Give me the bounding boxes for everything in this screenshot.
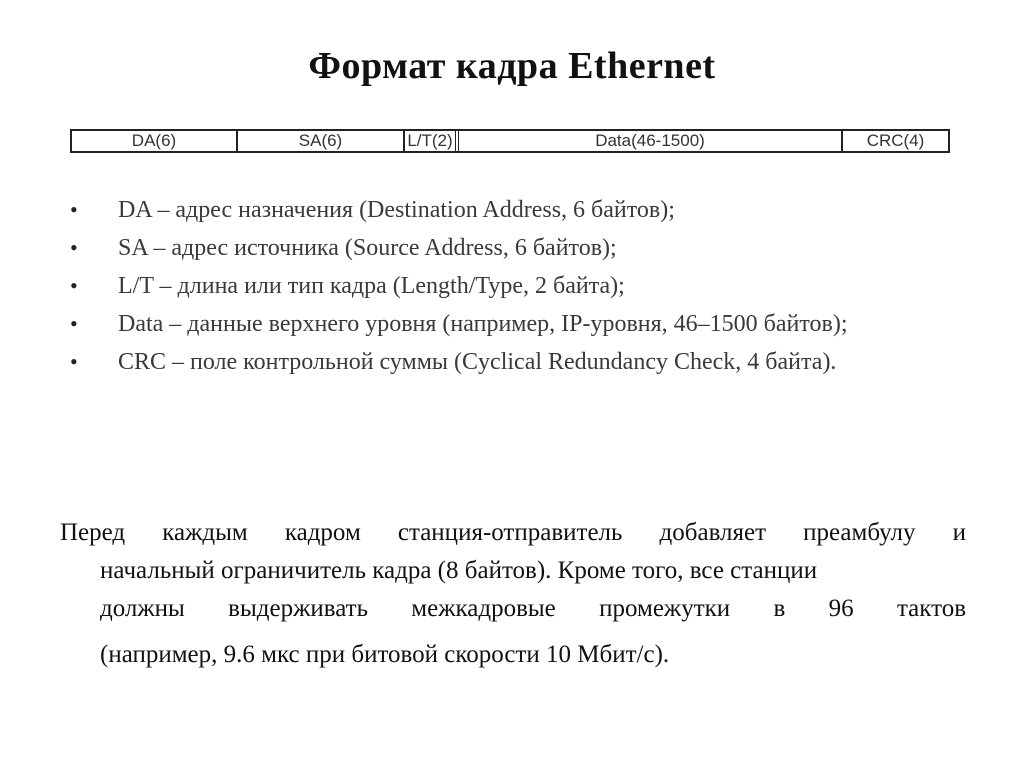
- list-item: [66, 232, 954, 264]
- paragraph-line: начальный ограничитель кадра (8 байтов). Кроме того, все станции: [100, 557, 818, 584]
- slide-title: Формат кадра Ethernet: [308, 45, 716, 87]
- frame-field-lt: L/T(2): [405, 131, 459, 151]
- field-description-list: [66, 194, 954, 384]
- list-item-text: L/T – длина или тип кадра (Length/Type, 2 байта);: [118, 273, 625, 299]
- list-item-text: Data – данные верхнего уровня (например, IP-уровня, 46–1500 байтов);: [118, 311, 848, 337]
- frame-field-sa: SA(6): [238, 131, 405, 151]
- paragraph-line: (например, 9.6 мкс при битовой скорости 10 Мбит/с).: [100, 641, 670, 668]
- list-item: [66, 308, 954, 340]
- list-item: [66, 346, 954, 378]
- list-item: [66, 194, 954, 226]
- frame-field-data: Data(46-1500): [459, 131, 843, 151]
- frame-field-da: DA(6): [72, 131, 238, 151]
- list-item-text: DA – адрес назначения (Destination Address, 6 байтов);: [118, 197, 675, 223]
- preamble-paragraph: [60, 514, 966, 674]
- list-item-text: CRC – поле контрольной суммы (Cyclical Redundancy Check, 4 байта).: [118, 349, 837, 375]
- bullet-icon: •: [70, 349, 78, 374]
- bullet-icon: •: [70, 235, 78, 260]
- paragraph-line: должны выдерживать межкадровые промежутки в 96 тактов: [100, 595, 966, 622]
- frame-field-crc: CRC(4): [866, 131, 925, 150]
- bullet-icon: •: [70, 273, 78, 298]
- ethernet-frame-diagram: [70, 129, 950, 153]
- bullet-icon: •: [70, 311, 78, 336]
- paragraph-line: Перед каждым кадром станция-отправитель добавляет преамбулу и: [60, 519, 966, 546]
- list-item: [66, 270, 954, 302]
- bullet-icon: •: [70, 197, 78, 222]
- list-item-text: SA – адрес источника (Source Address, 6 байтов);: [118, 235, 617, 261]
